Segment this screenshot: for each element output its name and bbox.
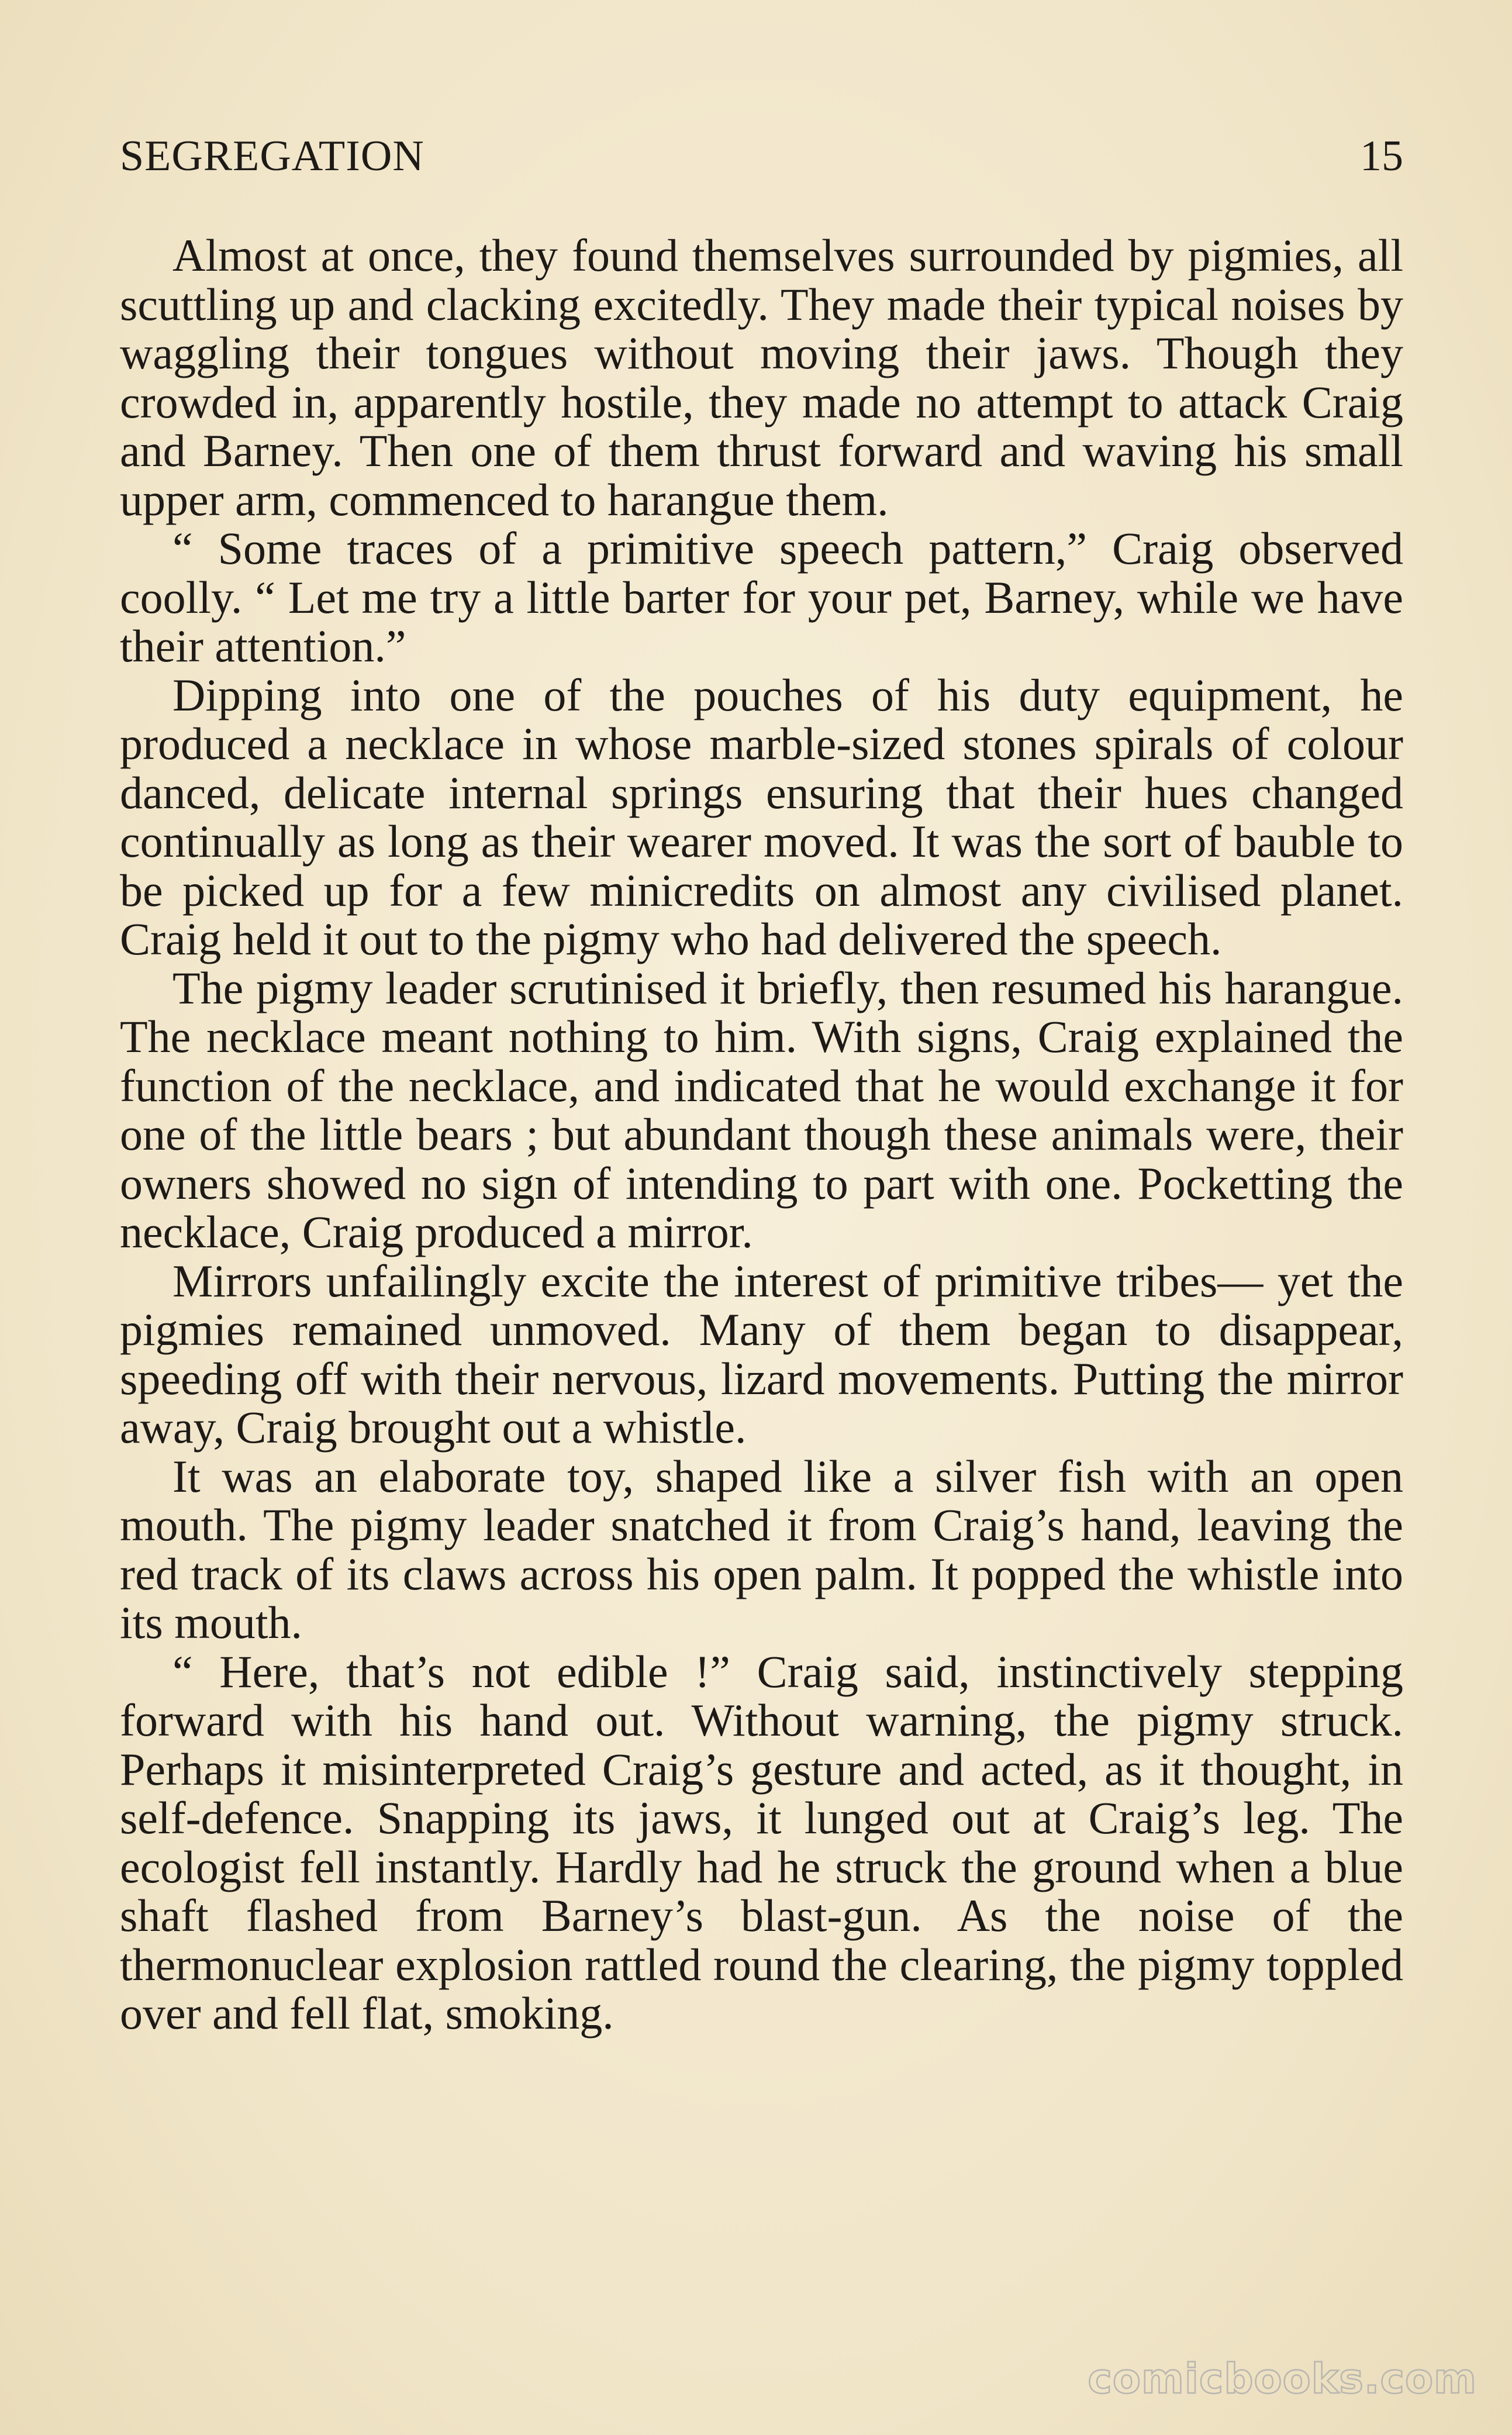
paragraph: Mirrors unfailingly excite the interest of primitive tribes— yet the pigmies remained unmoved. Many of them began to disappear, speeding off with their nervous, lizard movements. Putting the mirror away, Craig brought out a whistle. [120, 1255, 1403, 1453]
page-number: 15 [1360, 132, 1403, 180]
body-text [120, 231, 1403, 2038]
running-head: SEGREGATION [120, 132, 424, 180]
paragraph: Almost at once, they found themselves surrounded by pigmies, all scuttling up and clacking excitedly. They made their typical noises by waggling their tongues without moving their jaws. Though they crowded in, apparently hostile, they made no attempt to attack Craig and Barney. Then one of them thrust forward and waving his small upper arm, commenced to harangue them. [120, 230, 1403, 525]
paragraph: “ Some traces of a primitive speech pattern,” Craig observed coolly. “ Let me try a little barter for your pet, Barney, while we have their attention.” [120, 523, 1403, 671]
page-header [120, 132, 1403, 196]
paragraph: “ Here, that’s not edible !” Craig said, instinctively stepping forward with his hand out. Without warning, the pigmy struck. Perhaps it misinterpreted Craig’s gesture and acted, as it thought, in self-defence. Snapping its jaws, it lunged out at Craig’s leg. The ecologist fell instantly. Hardly had he struck the ground when a blue shaft flashed from Barney’s blast-gun. As the noise of the thermonuclear explosion rattled round the clearing, the pigmy toppled over and fell flat, smoking. [120, 1646, 1403, 2039]
paragraph: It was an elaborate toy, shaped like a silver fish with an open mouth. The pigmy leader snatched it from Craig’s hand, leaving the red track of its claws across his open palm. It popped the whistle into its mouth. [120, 1450, 1403, 1648]
watermark: comicbooks.com [1088, 2355, 1477, 2403]
paragraph: The pigmy leader scrutinised it briefly, then resumed his harangue. The necklace meant nothing to him. With signs, Craig explained the function of the necklace, and indicated that he would exchange it for one of the little bears ; but abundant though these animals were, their owners showed no sign of intending to part with one. Pocketting the necklace, Craig produced a mirror. [120, 962, 1403, 1257]
paragraph: Dipping into one of the pouches of his duty equipment, he produced a necklace in whose marble-sized stones spirals of colour danced, delicate internal springs ensuring that their hues changed continually as long as their wearer moved. It was the sort of bauble to be picked up for a few minicredits on almost any civilised planet. Craig held it out to the pigmy who had delivered the speech. [120, 669, 1403, 964]
